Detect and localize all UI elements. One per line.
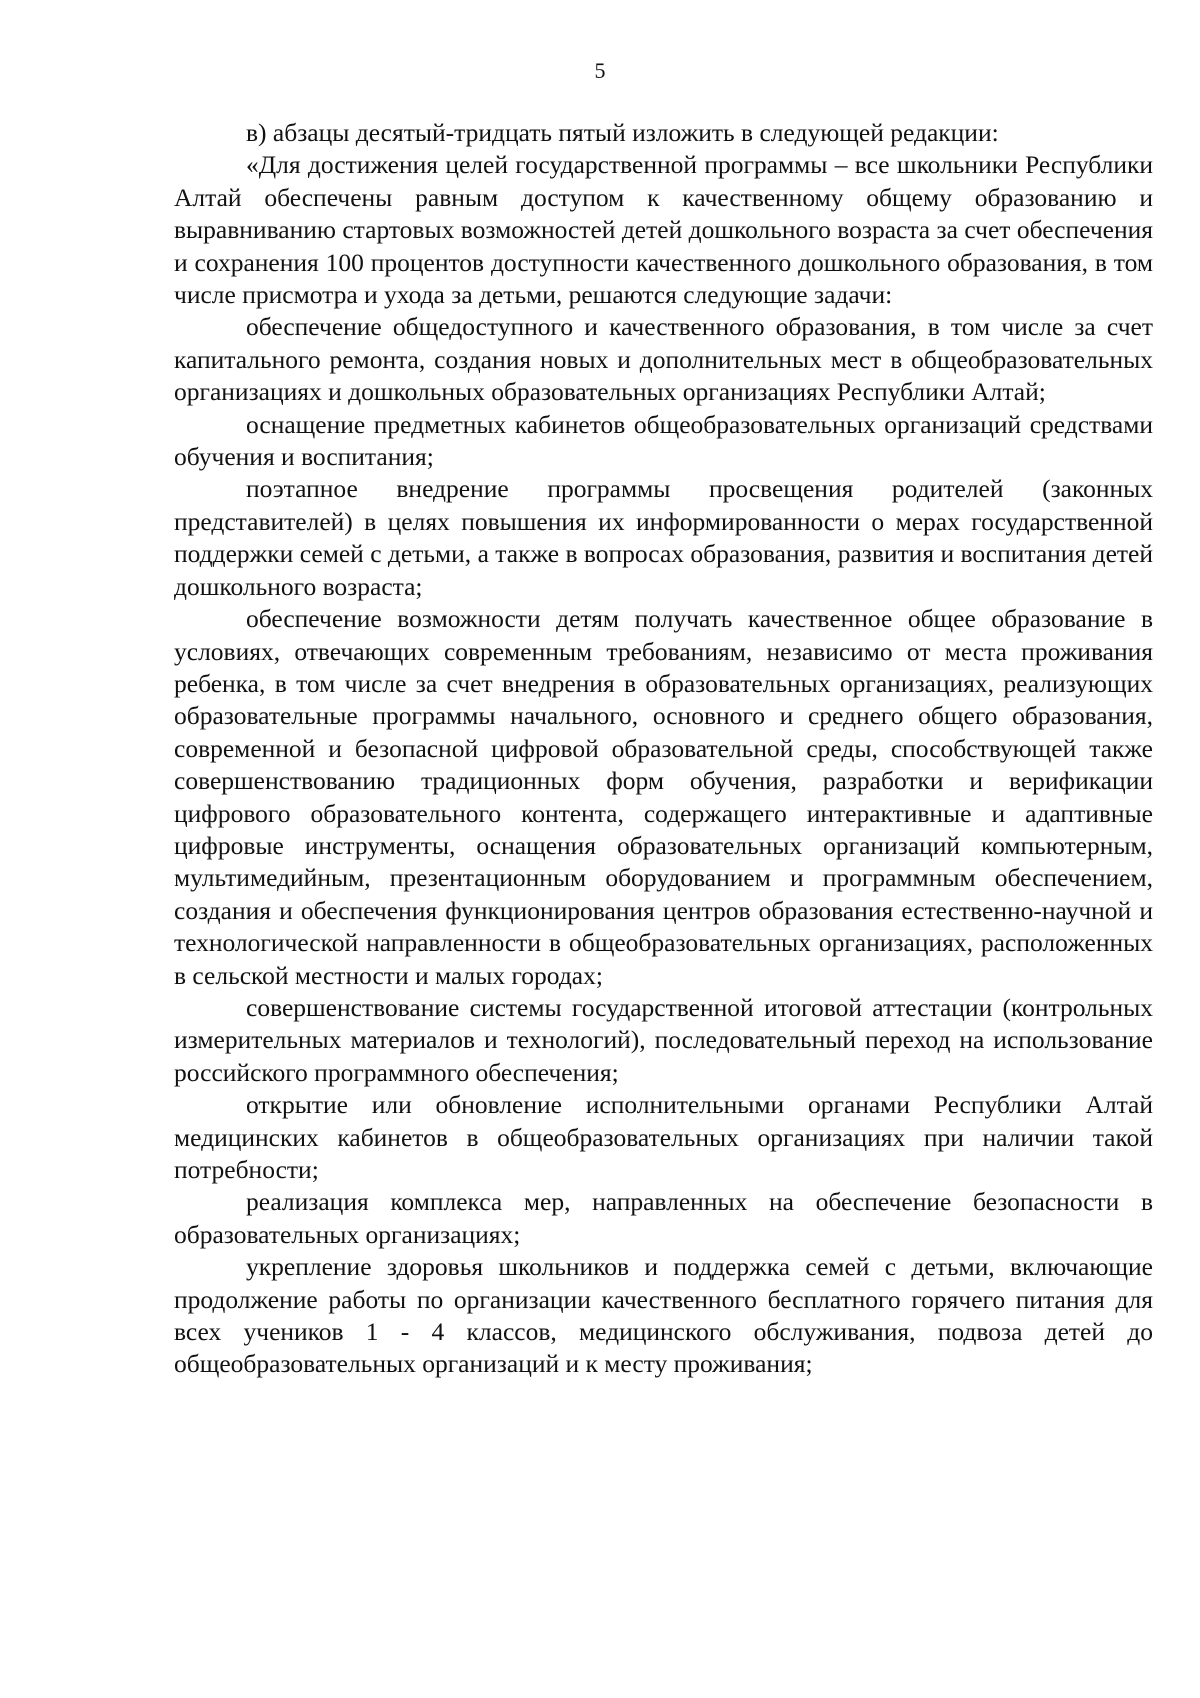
paragraph-amendment-intro: в) абзацы десятый-тридцать пятый изложить в следующей редакции: (246, 118, 999, 147)
paragraph-task-subject-classrooms: оснащение предметных кабинетов общеобразовательных организаций средствами обучения и воспитания; (174, 409, 1153, 472)
paragraph-task-state-attestation: совершенствование системы государственной итоговой аттестации (контрольных измерительных материалов и технологий), последовательный переход на использование российского программного обеспечения; (174, 992, 1153, 1087)
paragraph-task-digital-environment: обеспечение возможности детям получать качественное общее образование в условиях, отвечающих современным требованиям, независимо от места проживания ребенка, в том числе за счет внедрения в образовательных организациях, реализующих образовательные программы начального, основного и среднего общего образования, современной и безопасной цифровой образовательной среды, способствующей также совершенствованию традиционных форм обучения, разработки и верификации цифрового образовательного контента, содержащего интерактивные и адаптивные цифровые инструменты, оснащения образовательных организаций компьютерным, мультимедийным, презентационным оборудованием и программным обеспечением, создания и обеспечения функционирования центров образования естественно-научной и технологической направленности в общеобразовательных организациях, расположенных в сельской местности и малых городах; (174, 604, 1153, 990)
paragraph-task-medical-offices: открытие или обновление исполнительными органами Республики Алтай медицинских кабинетов в общеобразовательных организациях при наличии такой потребности; (174, 1090, 1153, 1184)
document-body (174, 117, 1153, 1381)
paragraph-task-health-support: укрепление здоровья школьников и поддержка семей с детьми, включающие продолжение работы по организации качественного бесплатного горячего питания для всех учеников 1 - 4 классов, медицинского обслуживания, подвоза детей до общеобразовательных организаций и к месту проживания; (174, 1252, 1153, 1379)
paragraph-program-goals: «Для достижения целей государственной программы – все школьники Республики Алтай обеспечены равным доступом к качественному общему образованию и выравниванию стартовых возможностей детей дошкольного возраста за счет обеспечения и сохранения 100 процентов доступности качественного дошкольного образования, в том числе присмотра и ухода за детьми, решаются следующие задачи: (174, 150, 1153, 310)
paragraph-task-general-education: обеспечение общедоступного и качественного образования, в том числе за счет капитального ремонта, создания новых и дополнительных мест в общеобразовательных организациях и дошкольных образовательных организациях Республики Алтай; (174, 312, 1153, 407)
page-number: 5 (594, 58, 606, 83)
paragraph-task-parent-education: поэтапное внедрение программы просвещения родителей (законных представителей) в целях повышения их информированности о мерах государственной поддержки семей с детьми, а также в вопросах образования, развития и воспитания детей дошкольного возраста; (174, 474, 1153, 601)
paragraph-task-security: реализация комплекса мер, направленных на обеспечение безопасности в образовательных организациях; (174, 1187, 1153, 1249)
